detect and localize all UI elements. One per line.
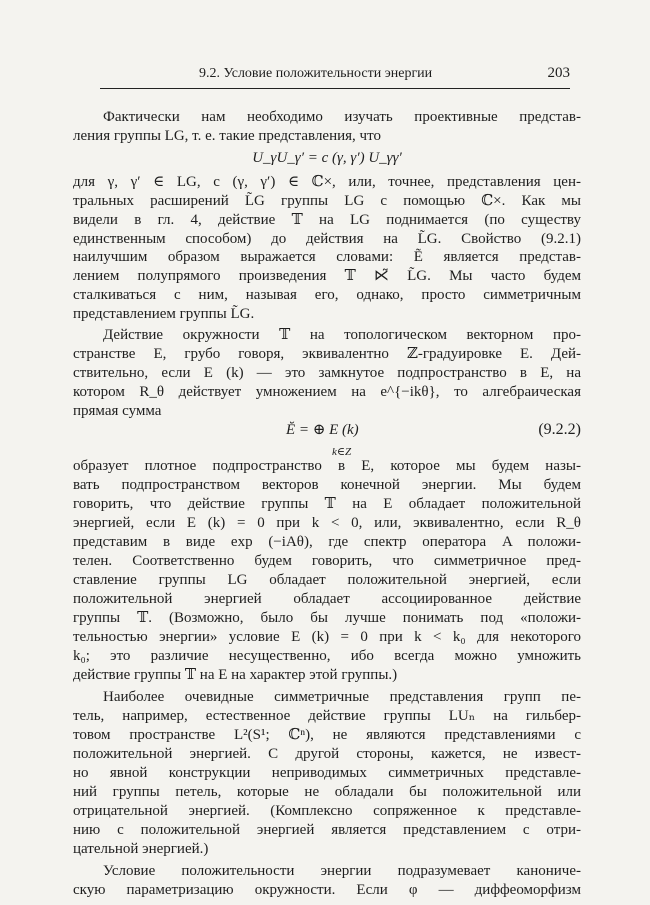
text-line: Условие положительности энергии подразумевает канониче- — [103, 863, 581, 880]
text-line: ставление группы LG обладает положительной энергией, если — [73, 571, 581, 588]
text-line: тельностью энергии» условие E (k) = 0 при k < k₀ для некоторого — [73, 628, 581, 645]
text-line: группы 𝕋. (Возможно, было бы лучше понимать под «положи- — [73, 609, 581, 626]
equation-number: (9.2.2) — [538, 420, 581, 438]
numbered-equation — [73, 420, 581, 458]
equation-formula: Ĕ = ⊕ E (k) — [286, 421, 359, 438]
text-line: Наиболее очевидные симметричные представления групп пе- — [103, 688, 581, 705]
text-line: тральных расширений L̃G группы LG с помощью ℂ×. Как мы — [73, 192, 581, 209]
text-line: ления группы LG, т. е. такие представления, что — [73, 127, 381, 144]
text-line: для γ, γ′ ∈ LG, c (γ, γ′) ∈ ℂ×, или, точнее, представления цен- — [73, 173, 581, 190]
text-line: наилучшим образом выражается словами: Ẽ является представ- — [73, 249, 581, 266]
text-line: цательной энергией.) — [73, 840, 209, 857]
text-line: лением полупрямого произведения 𝕋 ⋉̃ L̃G. Мы часто будем — [73, 268, 581, 285]
text-line: вать подпространством векторов конечной энергии. Мы будем — [73, 476, 581, 493]
equation-subscript: k∈Z — [332, 445, 352, 458]
text-line: k₀; это различие несущественно, ибо всегда можно умножить — [73, 647, 581, 664]
text-line: но явной конструкции неприводимых симметричных представле- — [73, 764, 581, 781]
text-line: говорить, что действие группы 𝕋 на E обладает положительной — [73, 495, 581, 512]
text-line: нию с положительной энергией является представлением с отри- — [73, 821, 581, 838]
text-line: представим в виде exp (−iAθ), где спектр оператора A положи- — [73, 533, 581, 550]
text-line: отрицательной энергией. (Комплексно сопряженное к представле- — [73, 802, 581, 819]
text-line: видели в гл. 4, действие 𝕋 на LG поднимается (по существу — [73, 211, 581, 228]
running-title: 9.2. Условие положительности энергии — [199, 66, 433, 81]
text-line: котором R_θ действует умножением на e^{−ikθ}, то алгебраическая — [73, 383, 581, 400]
text-line: положительной энергией. С другой стороны, кажется, не извест- — [73, 745, 581, 762]
running-header — [100, 64, 570, 86]
text-line: ствительно, если E (k) — это замкнутое подпространство в E, на — [73, 364, 581, 381]
text-line: единственным способом) до действия на L̃G. Свойство (9.2.1) — [73, 230, 581, 247]
text-line: действие группы 𝕋 на E на характер этой группы.) — [73, 666, 398, 683]
text-line: ний группы петель, которые не обладали бы положительной или — [73, 783, 581, 800]
header-rule — [100, 88, 570, 89]
text-line: скую параметризацию окружности. Если φ — диффеоморфизм — [73, 882, 581, 899]
text-line: Действие окружности 𝕋 на топологическом векторном про- — [103, 327, 581, 344]
text-line: Фактически нам необходимо изучать проективные представ- — [103, 109, 581, 125]
text-line: сталкиваться с ним, называя его, однако, просто симметричным — [73, 287, 581, 304]
display-formula: U_γU_γ′ = c (γ, γ′) U_γγ′ — [252, 149, 402, 166]
text-line: тель, например, естественное действие группы LUₙ на гильбер- — [73, 707, 581, 724]
text-line: товом пространстве L²(S¹; ℂⁿ), не являются представлениями с — [73, 726, 581, 743]
page-number: 203 — [547, 65, 570, 81]
text-line: представлением группы L̃G. — [73, 306, 255, 323]
text-line: телен. Соответственно будем говорить, что симметричное пред- — [73, 552, 581, 569]
text-line: образует плотное подпространство в E, которое мы будем назы- — [73, 458, 581, 475]
text-line: энергией, если E (k) = 0 при k < 0, или, эквивалентно, если R_θ — [73, 514, 581, 531]
text-line: прямая сумма — [73, 402, 162, 419]
text-line: странстве E, грубо говоря, эквивалентно ℤ-градуировке E. Дей- — [73, 345, 581, 362]
text-line: положительной энергией обладает ассоциированное действие — [73, 590, 581, 607]
